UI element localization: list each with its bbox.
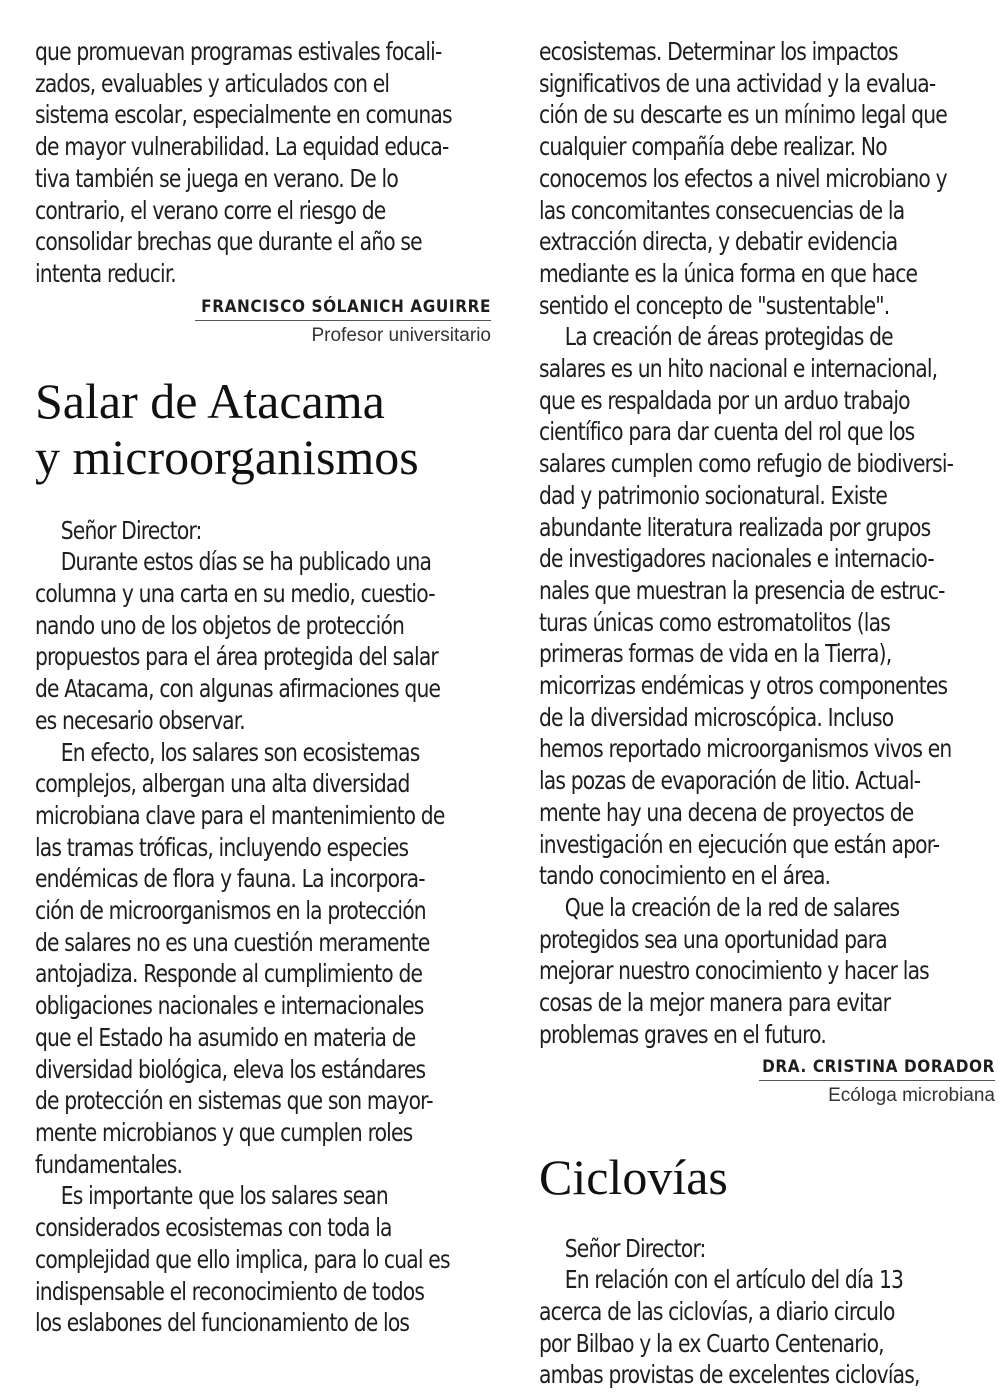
body-paragraph-2: En efecto, los salares son ecosistemas complejos, albergan una alta diversidad microbiana clave para el mantenimiento de las tramas tróficas, incluyendo especies endémicas de flora y fauna. La incorpora- ción de microorganismos en la protección de salares no es una cuestión meramente antojadiza. Responde al cumplimiento de obligaciones nacionales e internacionales que el Estado ha asumido en materia de diversidad biológica, eleva los estándares de protección en sistemas que son mayor- mente microbianos y que cumplen roles fundamentales. (35, 737, 445, 1179)
article-headline-2: Ciclovías (539, 1148, 728, 1205)
body-paragraph-5: Que la creación de la red de salares protegidos sea una oportunidad para mejorar nuestro conocimiento y hacer las cosas de la mejor manera para evitar problemas graves en el futuro. (539, 892, 929, 1049)
body-paragraph-3: Es importante que los salares sean considerados ecosistemas con toda la complejidad que ello implica, para lo cual es indispensable el reconocimiento de todos los eslabones del funcionamiento de los (35, 1181, 450, 1338)
signature-role-2: Ecóloga microbiana (828, 1084, 995, 1106)
body-paragraph-1: Durante estos días se ha publicado una columna y una carta en su medio, cuestio- nando uno de los objetos de protección propuestos para el área protegida del salar de Atacama, con algunas afirmaciones que es necesario observar. (35, 547, 441, 735)
right-column (539, 36, 995, 1391)
signature-role: Profesor universitario (311, 324, 491, 346)
article-headline: Salar de Atacama y microorganismos (35, 372, 419, 485)
salutation: Señor Director: (60, 515, 202, 545)
intro-paragraph: que promuevan programas estivales focali- zados, evaluables y articulados con el sistema escolar, especialmente en comunas de mayor vulnerabilidad. La equidad educa- tiva también se juega en verano. De lo contrario, el verano corre el riesgo de consolidar brechas que durante el año se intenta reducir. (35, 37, 452, 288)
body-paragraph-6: En relación con el artículo del día 13 acerca de las ciclovías, a diario circulo por Bilbao y la ex Cuarto Centenario, ambas provistas de excelentes ciclovías, (539, 1265, 920, 1390)
body-paragraph-4: La creación de áreas protegidas de salares es un hito nacional e internacional, que es respaldada por un arduo trabajo científico para dar cuenta del rol que los salares cumplen como refugio de biodiversi- dad y patrimonio socionatural. Existe abundante literatura realizada por grupos de investigadores nacionales e internacio- nales que muestran la presencia de estruc- turas únicas como estromatolitos (las primeras formas de vida en la Tierra), micorrizas endémicas y otros componentes de la diversidad microscópica. Incluso hemos reportado microorganismos vivos en las pozas de evaporación de litio. Actual- mente hay una decena de proyectos de investigación en ejecución que están apor- tando conocimiento en el área. (539, 322, 954, 891)
signature-name: FRANCISCO SÓLANICH AGUIRRE (195, 297, 491, 321)
left-column (35, 36, 491, 1339)
signature-name-2: DRA. CRISTINA DORADOR (759, 1057, 995, 1081)
continued-paragraph: ecosistemas. Determinar los impactos significativos de una actividad y la evalua- ción de su descarte es un mínimo legal que cualquier compañía debe realizar. No conocemos los efectos a nivel microbiano y las concomitantes consecuencias de la extracción directa, y debatir evidencia mediante es la única forma en que hace sentido el concepto de "sustentable". (539, 37, 947, 320)
salutation-2: Señor Director: (564, 1233, 706, 1263)
